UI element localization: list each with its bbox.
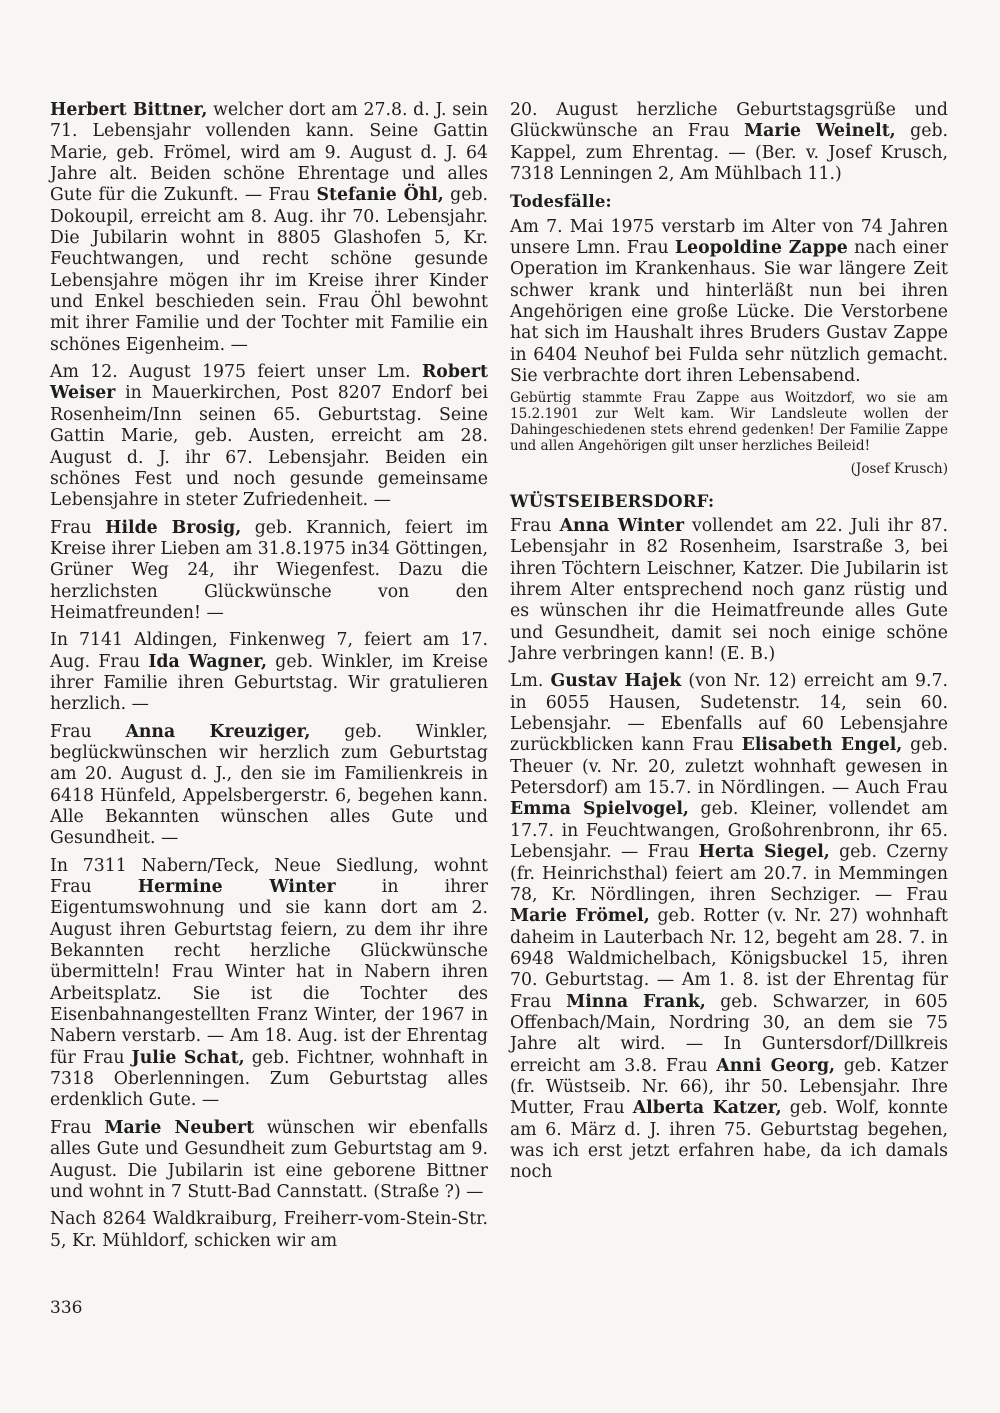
paragraph (50, 856, 488, 1112)
person-name: Leopoldine Zappe (674, 238, 848, 259)
person-name: Herbert Bittner, (50, 100, 208, 120)
person-name: Anna Kreuziger, (125, 721, 311, 742)
todesfaelle-paragraphs (510, 217, 948, 388)
paragraph-text: in Mauerkirchen, Post 8207 Endorf bei Rosenheim/Inn seinen 65. Geburtstag. Seine Gattin Marie, geb. Austen, erreicht am 28. August d. J. ihr 67. Lebensjahr. Beiden ein schönes Fest und noch gesunde gemeinsame Lebensjahre in steter Zufriedenheit. — (50, 383, 488, 511)
person-name: Herta Siegel, (698, 842, 830, 863)
person-name: Marie Neubert (104, 1117, 255, 1138)
paragraph (50, 1118, 488, 1203)
todesfaelle-signature: (Josef Krusch) (850, 460, 948, 477)
person-name: Stefanie Öhl, (316, 185, 444, 206)
paragraph-text: geb. Rotter (v. Nr. 27) wohnhaft daheim in Lauterbach Nr. 12, begeht am 28. 7. in 6948 Waldmichelbach, Königsbuckel 15, ihren 70. Geburtstag. — Am 1. 8. ist der Ehrentag für Frau (510, 906, 949, 1012)
paragraph-text: welcher dort am 27.8. d. J. sein 71. Lebensjahr vollenden kann. Seine Gattin Marie, geb. Frömel, wird am 9. August d. J. 64 Jahre alt. Beiden schöne Ehrentage und alles Gute für die Zukunft. — Frau (50, 100, 489, 206)
paragraph (50, 722, 488, 850)
paragraph (510, 516, 948, 665)
paragraph-text: Frau (510, 516, 560, 536)
left-column-paragraphs (50, 100, 488, 1252)
paragraph-text: Lm. (510, 671, 551, 692)
paragraph-text: geb. Fichtner, wohnhaft in 7318 Oberlenningen. Zum Geburtstag alles erdenklich Gute. — (50, 1047, 488, 1111)
paragraph-text: vollendet am 22. Juli ihr 87. Lebensjahr in 82 Rosenheim, Isarstraße 3, bei ihren Töchtern Leischner, Katzer. Die Jubilarin ist ihrem Alter entsprechend noch ganz rüstig und es wünschen ihr die Heimatfreunde alles Gute und Gesundheit, damit sei noch einige schöne Jahre verbringen kann! (E. B.) (510, 516, 948, 665)
paragraph-text: Frau (50, 517, 106, 538)
paragraph-text: Am 7. Mai 1975 verstarb im Alter von 74 Jahren unsere Lmn. Frau (510, 216, 948, 259)
person-name: Alberta Katzer, (632, 1098, 782, 1119)
todesfaelle-note: Gebürtig stammte Frau Zappe aus Woitzdorf, wo sie am 15.2.1901 zur Welt kam. Wir Landsleute wollen der Dahingeschiedenen stets ehrend gedenken! Der Familie Zappe und allen Angehörigen gilt unser herzliches Beileid! (510, 390, 948, 454)
wuestseibersdorf-paragraphs (510, 516, 948, 1184)
paragraph-text: geb. Dokoupil, erreicht am 8. Aug. ihr 70. Lebensjahr. Die Jubilarin wohnt in 8805 Glashofen 5, Kr. Feuchtwangen, und recht schöne gesunde Lebensjahre mögen ihr im Kreise ihrer Kinder und Enkel beschieden sein. Frau Öhl bewohnt mit ihrer Familie und der Tochter mit Familie ein schönes Eigenheim. — (50, 185, 488, 355)
person-name: Minna Frank, (566, 991, 706, 1012)
paragraph (50, 362, 488, 511)
paragraph-text: In 7311 Nabern/Teck, Neue Siedlung, wohnt Frau (50, 855, 488, 898)
paragraph-text: Am 12. August 1975 feiert unser Lm. (50, 362, 422, 383)
page-number: 336 (50, 1298, 83, 1318)
paragraph-text: Frau (50, 721, 126, 742)
right-column-intro (510, 100, 948, 185)
person-name: Julie Schat, (131, 1047, 245, 1068)
person-name: Gustav Hajek (550, 671, 682, 692)
paragraph-text: nach einer Operation im Krankenhaus. Sie war längere Zeit schwer krank und hinterläßt nun bei ihren Angehörigen eine große Lücke. Die Verstorbene hat sich im Haushalt ihres Bruders Gustav Zappe in 6404 Neuhof bei Fulda sehr nützlich gemacht. Sie verbrachte dort ihren Lebensabend. (510, 238, 948, 387)
paragraph-text: geb. Kappel, zum Ehrentag. — (Ber. v. Josef Krusch, 7318 Lenningen 2, Am Mühlbach 11.) (510, 121, 948, 185)
paragraph-text: geb. Wolf, konnte am 6. März d. J. ihren 75. Geburtstag begehen, was ich erst jetzt erfahren habe, da ich damals noch (510, 1098, 948, 1183)
person-name: Hermine Winter (137, 877, 336, 898)
paragraph-text: geb. Winkler, im Kreise ihrer Familie ihren Geburtstag. Wir gratulieren herzlich. — (50, 651, 488, 715)
paragraph (50, 1209, 488, 1252)
paragraph-text: 20. August herzliche Geburtstagsgrüße und Glückwünsche an Frau (510, 100, 948, 142)
paragraph (510, 671, 948, 1183)
paragraph-text: geb. Katzer (fr. Wüstseib. Nr. 66), ihr 50. Lebensjahr. Ihre Mutter, Frau (510, 1055, 948, 1119)
person-name: Ida Wagner, (148, 651, 268, 672)
paragraph-text: in ihrer Eigentumswohnung und sie kann dort am 2. August ihren Geburtstag feiern, zu dem ihr ihre Bekannten recht herzliche Glückwünsche übermitteln! Frau Winter hat in Nabern ihren Arbeitsplatz. Sie ist die Tochter des Eisenbahnangestellten Franz Winter, der 1967 in Nabern verstarb. — Am 18. Aug. ist der Ehrentag für Frau (50, 877, 488, 1068)
person-name: Hilde Brosig, (105, 517, 242, 538)
paragraph-text: geb. Winkler, beglückwünschen wir herzlich zum Geburtstag am 20. August d. J., den sie im Familienkreis in 6418 Hünfeld, Appelsbergerstr. 6, begehen kann. Alle Bekannten wünschen alles Gute und Gesundheit. — (50, 721, 488, 849)
paragraph-text: wünschen wir ebenfalls alles Gute und Gesundheit zum Geburtstag am 9. August. Die Jubilarin ist eine geborene Bittner und wohnt in 7 Stutt-Bad Cannstatt. (Straße ?) — (50, 1117, 488, 1202)
person-name: Anni Georg, (716, 1055, 836, 1076)
paragraph-text: Nach 8264 Waldkraiburg, Freiherr-vom-Stein-Str. 5, Kr. Mühldorf, schicken wir am (50, 1209, 488, 1251)
person-name: Emma Spielvogel, (510, 799, 689, 820)
person-name: Elisabeth Engel, (741, 735, 903, 756)
paragraph-text: geb. Schwarzer, in 605 Offenbach/Main, Nordring 30, an dem sie 75 Jahre alt wird. — In Guntersdorf/Dillkreis erreicht am 3.8. Frau (510, 991, 948, 1076)
left-column (50, 100, 488, 1258)
paragraph-text: (von Nr. 12) erreicht am 9.7. in 6055 Hausen, Sudetenstr. 14, sein 60. Lebensjahr. — Ebenfalls auf 60 Lebensjahre zurückblicken kann Frau (510, 671, 948, 756)
paragraph-text: geb. Kleiner, vollendet am 17.7. in Feuchtwangen, Großohrenbronn, ihr 65. Lebensjahr. — Frau (510, 799, 948, 863)
paragraph (510, 100, 948, 185)
paragraph (510, 217, 948, 388)
paragraph-text: geb. Krannich, feiert im Kreise ihrer Lieben am 31.8.1975 in34 Göttingen, Grüner Weg 24, ihr Wiegenfest. Dazu die herzlichsten Glückwünsche von den Heimatfreunden! — (50, 517, 488, 623)
paragraph (50, 100, 488, 356)
paragraph-text: geb. Theuer (v. Nr. 20, zuletzt wohnhaft gewesen in Petersdorf) am 15.7. in Nördlingen. — Auch Frau (510, 735, 948, 799)
paragraph-text: In 7141 Aldingen, Finkenweg 7, feiert am 17. Aug. Frau (50, 630, 488, 672)
person-name: Anna Winter (559, 516, 685, 536)
person-name: Marie Frömel, (510, 906, 650, 927)
person-name: Marie Weinelt, (744, 121, 896, 142)
person-name: Robert Weiser (50, 362, 488, 404)
right-column (510, 100, 948, 1190)
wuestseibersdorf-heading: WÜSTSEIBERSDORF: (510, 491, 715, 511)
paragraph-text: geb. Czerny (fr. Heinrichsthal) feiert am 20.7. in Memmingen 78, Kr. Nördlingen, ihren Sechziger. — Frau (510, 842, 948, 905)
paragraph-text: Frau (50, 1117, 105, 1138)
todesfaelle-heading: Todesfälle: (510, 192, 612, 212)
paragraph (50, 518, 488, 625)
paragraph (50, 630, 488, 715)
